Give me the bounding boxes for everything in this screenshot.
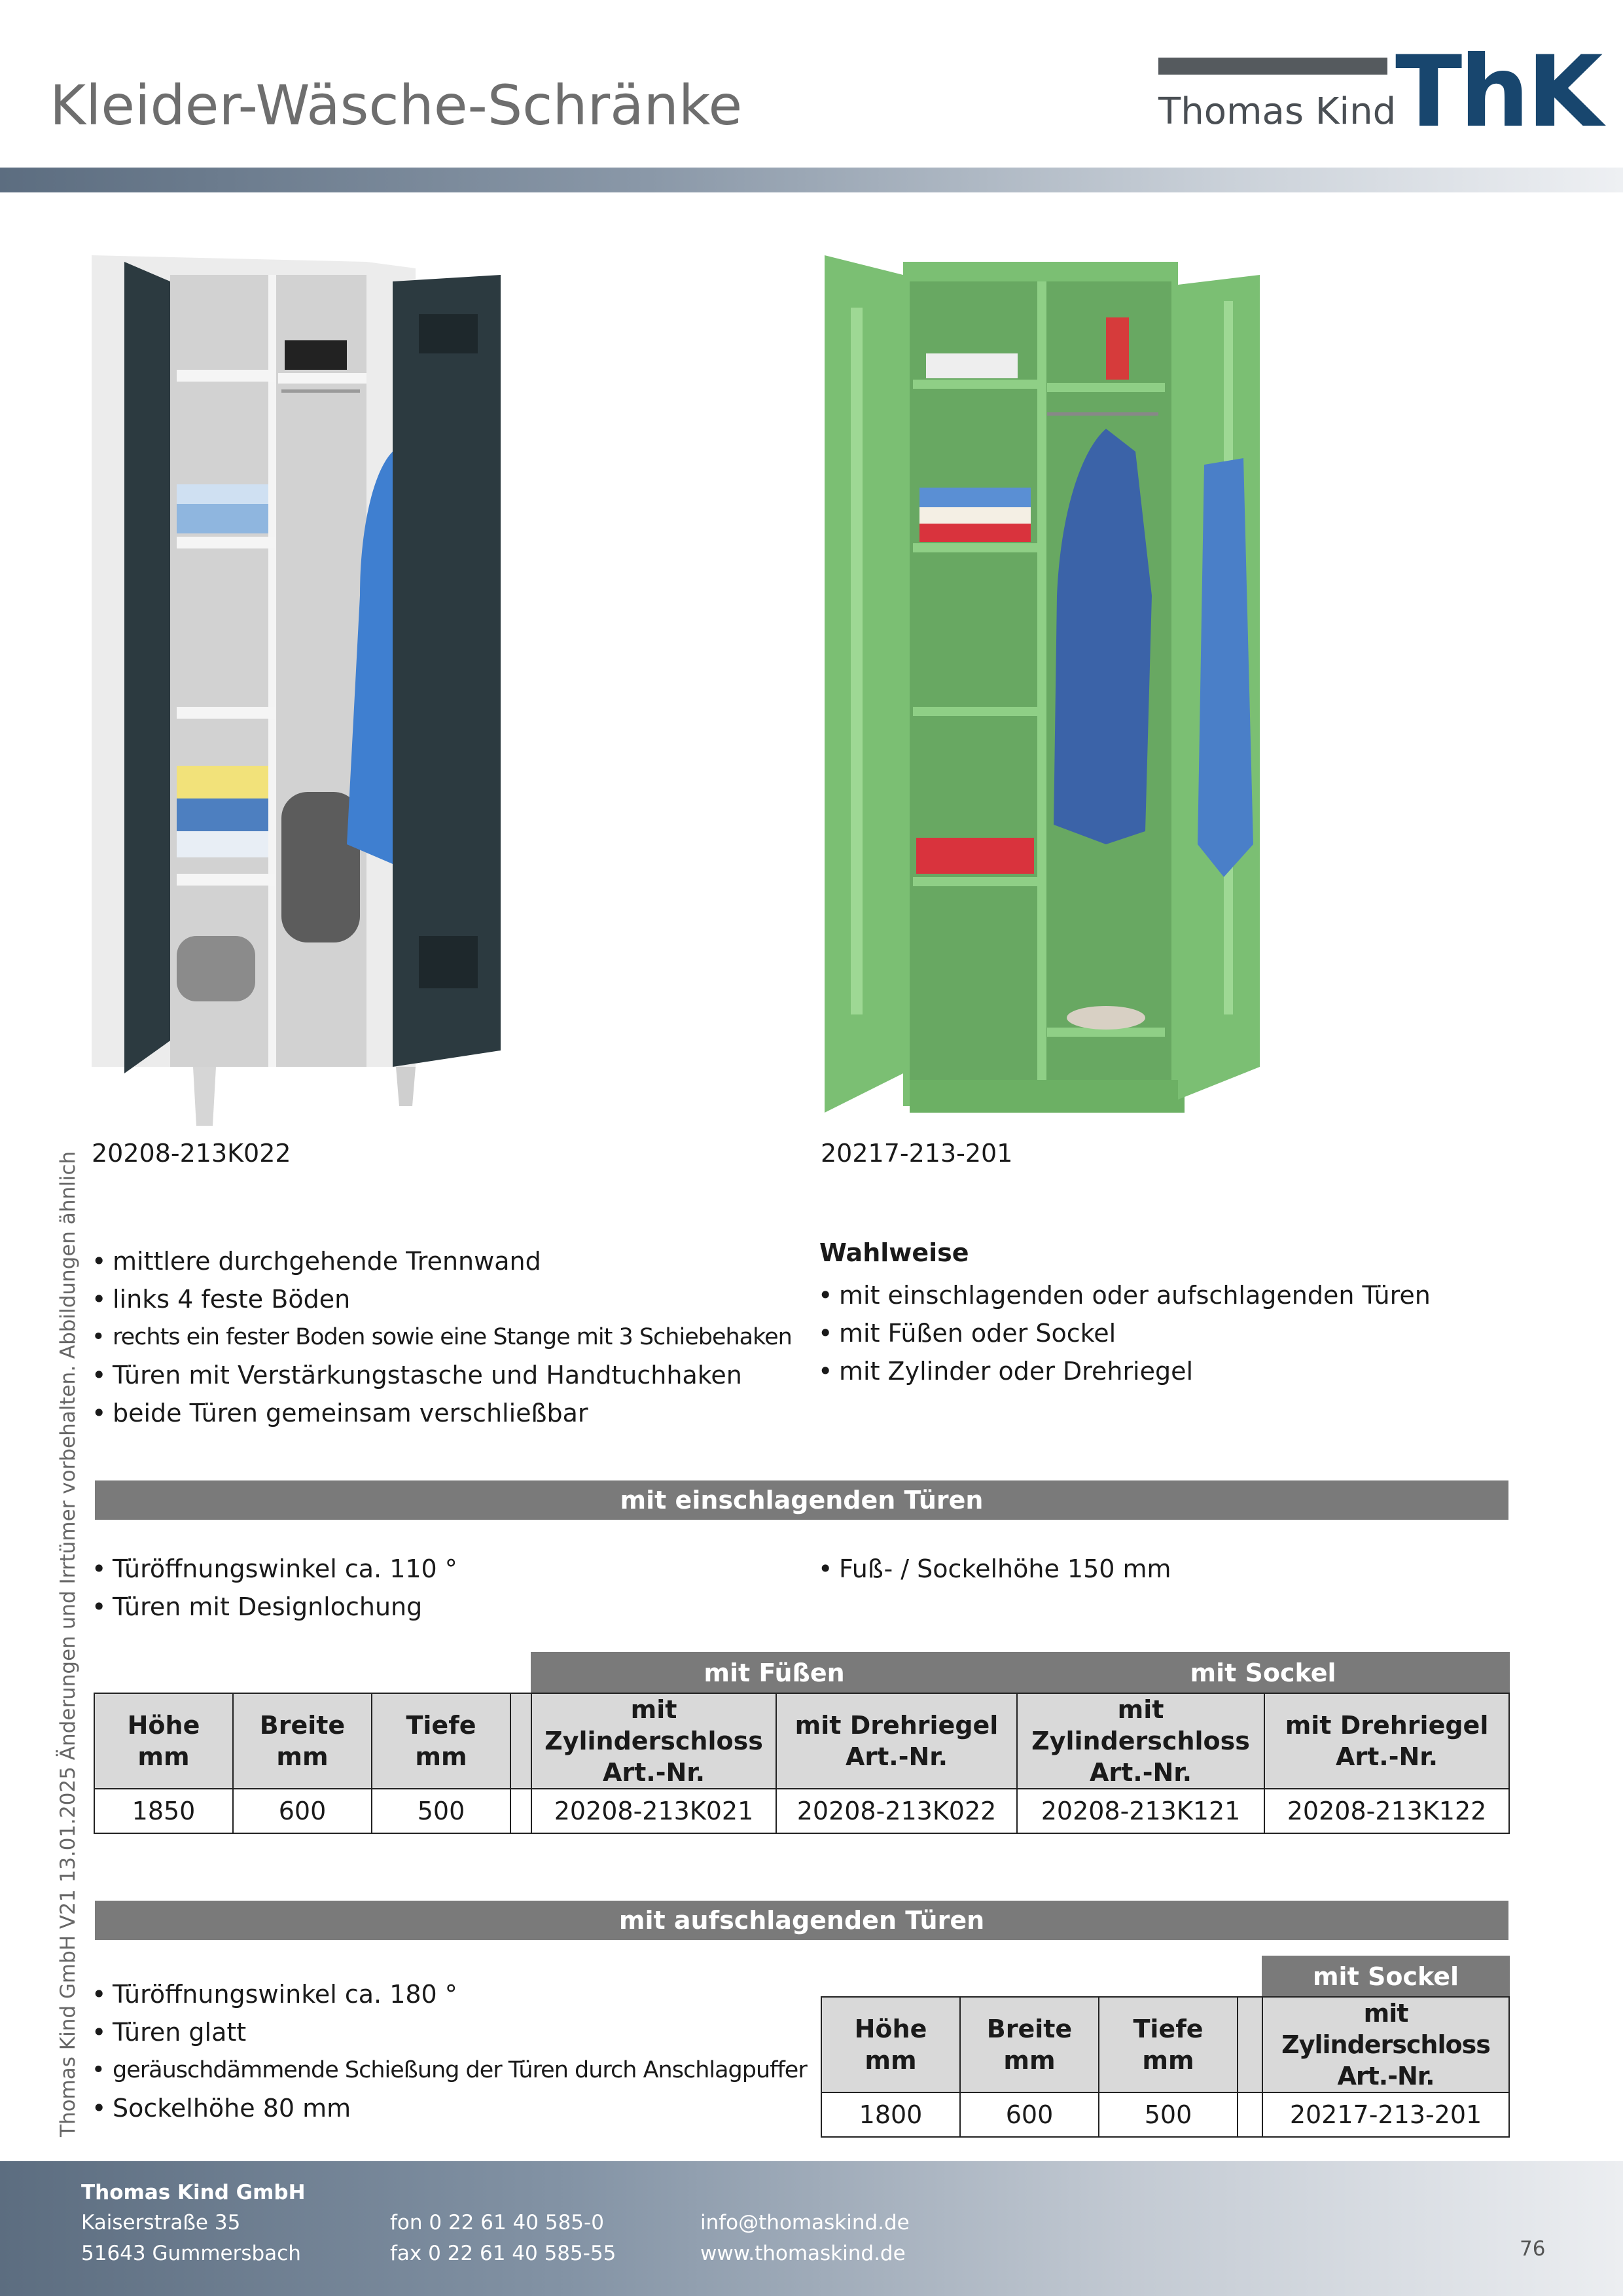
section-title-inward-doors: mit einschlagenden Türen (95, 1480, 1508, 1520)
list-item: • beide Türen gemeinsam verschließbar (92, 1394, 792, 1432)
cell-art-nr: 20208-213K122 (1264, 1789, 1509, 1833)
list-item: • Türen mit Designlochung (92, 1588, 457, 1626)
cell-depth: 500 (372, 1789, 510, 1833)
logo-bar (1158, 58, 1387, 75)
options-list (818, 1276, 1431, 1390)
col-header-height: Höhe mm (821, 1997, 960, 2092)
list-item: • mit Füßen oder Sockel (818, 1314, 1431, 1352)
cell-art-nr: 20217-213-201 (1262, 2092, 1509, 2137)
col-header-height: Höhe mm (94, 1693, 233, 1789)
list-item: • rechts ein fester Boden sowie eine Stange mit 3 Schiebehaken (92, 1318, 792, 1356)
cell-height: 1850 (94, 1789, 233, 1833)
list-item: • Türen mit Verstärkungstasche und Handtuchhaken (92, 1356, 792, 1394)
features-list (92, 1242, 792, 1432)
footer-website[interactable]: www.thomaskind.de (700, 2242, 906, 2265)
table-row (821, 2092, 1509, 2137)
cell-art-nr: 20208-213K022 (776, 1789, 1017, 1833)
list-item: • links 4 feste Böden (92, 1280, 792, 1318)
list-item: • Fuß- / Sockelhöhe 150 mm (818, 1550, 1171, 1588)
section-title-outward-doors: mit aufschlagenden Türen (95, 1901, 1508, 1940)
logo-company-name: Thomas Kind (1158, 90, 1397, 133)
cell-art-nr: 20208-213K021 (531, 1789, 776, 1833)
table-outward-doors (821, 1956, 1510, 2138)
spacer-column (510, 1693, 531, 1789)
footer-street: Kaiserstraße 35 (81, 2211, 241, 2234)
product-image-grey-locker (85, 255, 517, 1126)
page-number: 76 (1520, 2237, 1546, 2261)
locker-illustration-1 (85, 255, 517, 1126)
list-item: • Türen glatt (92, 2013, 807, 2051)
product-image-green-locker (818, 255, 1270, 1119)
section1-bullets-left (92, 1550, 457, 1626)
table-row (94, 1789, 1509, 1833)
spacer-cell (510, 1789, 531, 1833)
list-item: • Türöffnungswinkel ca. 180 ° (92, 1975, 807, 2013)
col-header-depth: Tiefe mm (1099, 1997, 1238, 2092)
page-title: Kleider-Wäsche-Schränke (50, 73, 743, 137)
footer-phone: fon 0 22 61 40 585-0 (390, 2211, 604, 2234)
spacer-cell (1238, 2092, 1262, 2137)
group-header-feet: mit Füßen (531, 1653, 1017, 1693)
cell-depth: 500 (1099, 2092, 1238, 2137)
list-item: • mit Zylinder oder Drehriegel (818, 1352, 1431, 1390)
header-band (0, 168, 1623, 192)
col-header-base-bolt: mit Drehriegel Art.-Nr. (1264, 1693, 1509, 1789)
footer-email[interactable]: info@thomaskind.de (700, 2211, 910, 2234)
product-art-nr-2: 20217-213-201 (821, 1139, 1013, 1168)
footer-city: 51643 Gummersbach (81, 2242, 301, 2265)
side-disclaimer: Thomas Kind GmbH V21 13.01.2025 Änderungen und Irrtümer vorbehalten. Abbildungen ähnlich (56, 1151, 80, 2137)
col-header-depth: Tiefe mm (372, 1693, 510, 1789)
section1-bullets-right (818, 1550, 1171, 1588)
col-header-feet-cylinder: mit Zylinderschloss Art.-Nr. (531, 1693, 776, 1789)
logo-mark: ThK (1395, 35, 1601, 149)
list-item: • geräuschdämmende Schießung der Türen durch Anschlagpuffer (92, 2051, 807, 2089)
cell-height: 1800 (821, 2092, 960, 2137)
options-title: Wahlweise (819, 1238, 969, 1267)
col-header-width: Breite mm (233, 1693, 372, 1789)
footer-company: Thomas Kind GmbH (81, 2181, 306, 2204)
footer-fax: fax 0 22 61 40 585-55 (390, 2242, 616, 2265)
col-header-width: Breite mm (960, 1997, 1099, 2092)
list-item: • Türöffnungswinkel ca. 110 ° (92, 1550, 457, 1588)
table-inward-doors (94, 1652, 1510, 1834)
section2-bullets (92, 1975, 807, 2127)
col-header-base-cylinder: mit Zylinderschloss Art.-Nr. (1262, 1997, 1509, 2092)
locker-illustration-2 (818, 255, 1270, 1119)
col-header-base-cylinder: mit Zylinderschloss Art.-Nr. (1017, 1693, 1264, 1789)
group-header-base: mit Sockel (1017, 1653, 1509, 1693)
cell-art-nr: 20208-213K121 (1017, 1789, 1264, 1833)
list-item: • mittlere durchgehende Trennwand (92, 1242, 792, 1280)
group-header-base: mit Sockel (1262, 1956, 1509, 1997)
cell-width: 600 (233, 1789, 372, 1833)
list-item: • mit einschlagenden oder aufschlagenden Türen (818, 1276, 1431, 1314)
list-item: • Sockelhöhe 80 mm (92, 2089, 807, 2127)
col-header-feet-bolt: mit Drehriegel Art.-Nr. (776, 1693, 1017, 1789)
product-art-nr-1: 20208-213K022 (92, 1139, 291, 1168)
spacer-column (1238, 1997, 1262, 2092)
cell-width: 600 (960, 2092, 1099, 2137)
